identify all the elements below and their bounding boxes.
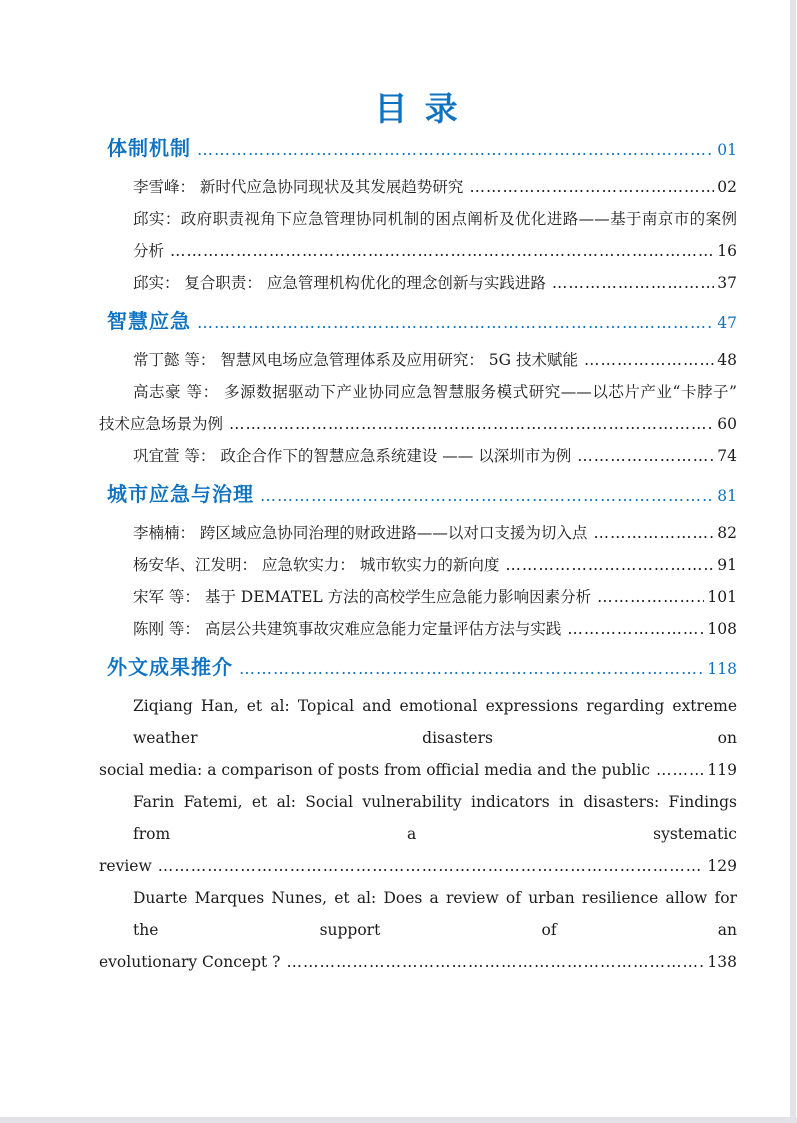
entry-text: 杨安华、江发明： 应急软实力： 城市软实力的新向度 [133, 556, 500, 574]
entry-page-number: 82 [717, 524, 737, 542]
entry-page-number: 37 [717, 274, 737, 292]
entry-text: 李雪峰： 新时代应急协同现状及其发展趋势研究 [133, 178, 464, 196]
toc-entry-line [99, 235, 737, 267]
dot-leader [469, 171, 714, 203]
section-page-number: 01 [717, 141, 737, 159]
toc-entry-line [99, 517, 737, 549]
entry-text: 分析 [133, 242, 165, 260]
entry-text: 技术应急场景为例 [99, 415, 224, 433]
section-heading-row [99, 136, 737, 163]
section-heading-label: 城市应急与治理 [107, 484, 254, 506]
dot-leader [656, 754, 704, 786]
toc-entry-line [99, 171, 737, 203]
dot-leader [197, 137, 714, 163]
dot-leader [584, 344, 714, 376]
toc-entry-line [99, 267, 737, 299]
section-page-number: 81 [717, 487, 737, 505]
toc-entry-line [99, 581, 737, 613]
entry-page-number: 48 [717, 351, 737, 369]
toc-entry-line [99, 549, 737, 581]
toc-entry-line [99, 440, 737, 472]
entry-page-number: 129 [707, 857, 737, 875]
dot-leader [197, 310, 714, 336]
entry-page-number: 108 [707, 620, 737, 638]
entry-text: 陈刚 等： 高层公共建筑事故灾难应急能力定量评估方法与实践 [133, 620, 562, 638]
dot-leader [239, 656, 704, 682]
toc-entry-line: 高志豪 等： 多源数据驱动下产业协同应急智慧服务模式研究——以芯片产业“卡脖子” [133, 383, 737, 401]
entry-page-number: 02 [717, 178, 737, 196]
section-heading-row [99, 482, 737, 509]
toc-entry-line [99, 754, 737, 786]
entry-page-number: 16 [717, 242, 737, 260]
dot-leader [229, 408, 714, 440]
toc-entry-line [99, 408, 737, 440]
dot-leader [158, 850, 705, 882]
toc-entry-line [99, 613, 737, 645]
dot-leader [170, 235, 714, 267]
section-heading-label: 体制机制 [107, 138, 191, 160]
entry-page-number: 74 [717, 447, 737, 465]
toc-entry-line: Ziqiang Han, et al: Topical and emotional expressions regarding extreme weather disasters on [133, 697, 737, 747]
toc-entry-line [99, 850, 737, 882]
section-page-number: 47 [717, 314, 737, 332]
entry-text: 常丁懿 等： 智慧风电场应急管理体系及应用研究： 5G 技术赋能 [133, 351, 578, 369]
dot-leader [593, 517, 714, 549]
toc [99, 136, 737, 978]
entry-page-number: 101 [707, 588, 737, 606]
page-title: 目 录 [374, 90, 462, 127]
dot-leader [286, 946, 704, 978]
entry-page-number: 119 [707, 761, 737, 779]
entry-text: 宋军 等： 基于 DEMATEL 方法的高校学生应急能力影响因素分析 [133, 588, 592, 606]
section-heading-label: 智慧应急 [107, 311, 191, 333]
section-heading-label: 外文成果推介 [107, 657, 233, 679]
toc-entry-line: 邱实：政府职责视角下应急管理协同机制的困点阐析及优化进路——基于南京市的案例 [133, 210, 737, 228]
toc-entry-line: Farin Fatemi, et al: Social vulnerability indicators in disasters: Findings from a systematic [133, 793, 737, 843]
toc-entry-line: Duarte Marques Nunes, et al: Does a review of urban resilience allow for the support of an [133, 889, 737, 939]
entry-text: 巩宜萱 等： 政企合作下的智慧应急系统建设 —— 以深圳市为例 [133, 447, 572, 465]
dot-leader [260, 483, 714, 509]
entry-text: 邱实： 复合职责： 应急管理机构优化的理念创新与实践进路 [133, 274, 546, 292]
section-heading-row [99, 655, 737, 682]
page-edge-bottom [0, 1117, 797, 1123]
entry-text: 李楠楠： 跨区域应急协同治理的财政进路——以对口支援为切入点 [133, 524, 588, 542]
toc-entry-line [99, 344, 737, 376]
entry-page-number: 60 [717, 415, 737, 433]
entry-page-number: 91 [717, 556, 737, 574]
dot-leader [597, 581, 704, 613]
entry-text: evolutionary Concept ? [99, 953, 281, 971]
dot-leader [552, 267, 714, 299]
entry-text: review [99, 857, 152, 875]
section-page-number: 118 [707, 660, 737, 678]
entry-text: social media: a comparison of posts from official media and the public [99, 761, 650, 779]
entry-page-number: 138 [707, 953, 737, 971]
dot-leader [567, 613, 704, 645]
page-edge-right [790, 0, 796, 1123]
dot-leader [505, 549, 714, 581]
dot-leader [577, 440, 714, 472]
toc-entry-line [99, 946, 737, 978]
section-heading-row [99, 309, 737, 336]
